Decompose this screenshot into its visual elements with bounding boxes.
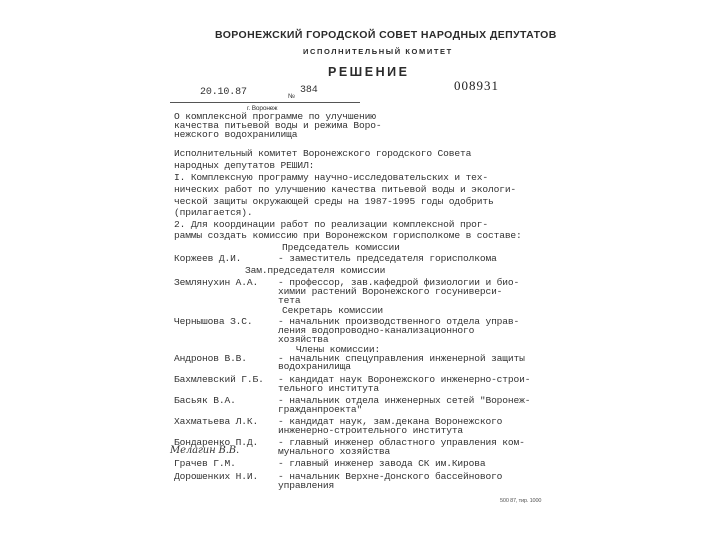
number-label: №: [288, 93, 295, 100]
person-role: тета: [278, 295, 301, 306]
person-role: водохранилища: [278, 361, 351, 372]
person-role: - кандидат наук Воронежского инженерно-строи-: [278, 374, 531, 385]
body-line: народных депутатов РЕШИЛ:: [174, 160, 315, 171]
person-role: химии растений Воронежского госуниверси-: [278, 286, 503, 297]
section-secretary: Секретарь комиссии: [282, 305, 383, 316]
person-role: - начальник Верхне-Донского бассейнового: [278, 471, 503, 482]
person-name: Хахматьева Л.К.: [174, 416, 259, 427]
person-role: инженерно-строительного института: [278, 425, 464, 436]
section-members: Члены комиссии:: [296, 344, 381, 355]
person-name: Бондаренко П.Д.: [174, 437, 259, 448]
subject-line: нежского водохранилища: [174, 129, 298, 140]
person-name: Коржеев Д.И.: [174, 253, 242, 264]
person-role: - начальник отдела инженерных сетей "Воронеж-: [278, 395, 531, 406]
person-role: тельного института: [278, 383, 379, 394]
date-underline: [170, 102, 360, 103]
council-heading: ВОРОНЕЖСКИЙ ГОРОДСКОЙ СОВЕТ НАРОДНЫХ ДЕПУТАТОВ: [215, 29, 557, 41]
person-role: хозяйства: [278, 334, 329, 345]
handwritten-name: Мелагин В.В.: [170, 445, 240, 456]
body-line: нических работ по улучшению качества питьевой воды и экологи-: [174, 184, 517, 195]
section-deputy: Зам.председателя комиссии: [245, 265, 386, 276]
subject-line: О комплексной программе по улучшению: [174, 111, 376, 122]
body-line: I. Комплексную программу научно-исследовательских и тех-: [174, 172, 489, 183]
person-name: Грачев Г.М.: [174, 458, 236, 469]
decision-number: 384: [300, 85, 318, 96]
person-role: - начальник спецуправления инженерной защиты: [278, 353, 525, 364]
person-role: - кандидат наук, зам.декана Воронежского: [278, 416, 503, 427]
subject-line: качества питьевой воды и режима Воро-: [174, 120, 382, 131]
person-role: - начальник производственного отдела управ-: [278, 316, 520, 327]
person-role: - профессор, зав.кафедрой физиологии и био-: [278, 277, 520, 288]
document-title: РЕШЕНИЕ: [328, 65, 410, 79]
person-role: - заместитель председателя горисполкома: [278, 253, 497, 264]
person-role: мунального хозяйства: [278, 446, 391, 457]
decision-date: 20.10.87: [200, 87, 247, 98]
person-role: управления: [278, 480, 335, 491]
city: г. Воронеж: [247, 105, 278, 112]
person-role: ления водопроводно-канализационного: [278, 325, 475, 336]
person-role: гражданпроекта": [278, 404, 363, 415]
body-line: (прилагается).: [174, 207, 253, 218]
print-run-stamp: 500 87, тир. 1000: [500, 498, 542, 504]
section-chair: Председатель комиссии: [282, 242, 400, 253]
body-line: 2. Для координации работ по реализации комплексной прог-: [174, 219, 489, 230]
body-line: раммы создать комиссию при Воронежском горисполкоме в составе:: [174, 230, 522, 241]
person-name: Андронов В.В.: [174, 353, 247, 364]
person-name: Бахмлевский Г.Б.: [174, 374, 264, 385]
person-name: Землянухин А.А.: [174, 277, 259, 288]
body-line: ческой защиты окружающей среды на 1987-1995 годы одобрить: [174, 196, 494, 207]
serial-number: 008931: [454, 78, 499, 93]
committee-heading: ИСПОЛНИТЕЛЬНЫЙ КОМИТЕТ: [303, 47, 453, 56]
person-name: Чернышова З.С.: [174, 316, 253, 327]
person-role: - главный инженер областного управления ком-: [278, 437, 525, 448]
person-name: Дорошенких Н.И.: [174, 471, 259, 482]
person-role: - главный инженер завода СК им.Кирова: [278, 458, 486, 469]
body-line: Исполнительный комитет Воронежского городского Совета: [174, 148, 472, 159]
person-name: Басьяк В.А.: [174, 395, 236, 406]
